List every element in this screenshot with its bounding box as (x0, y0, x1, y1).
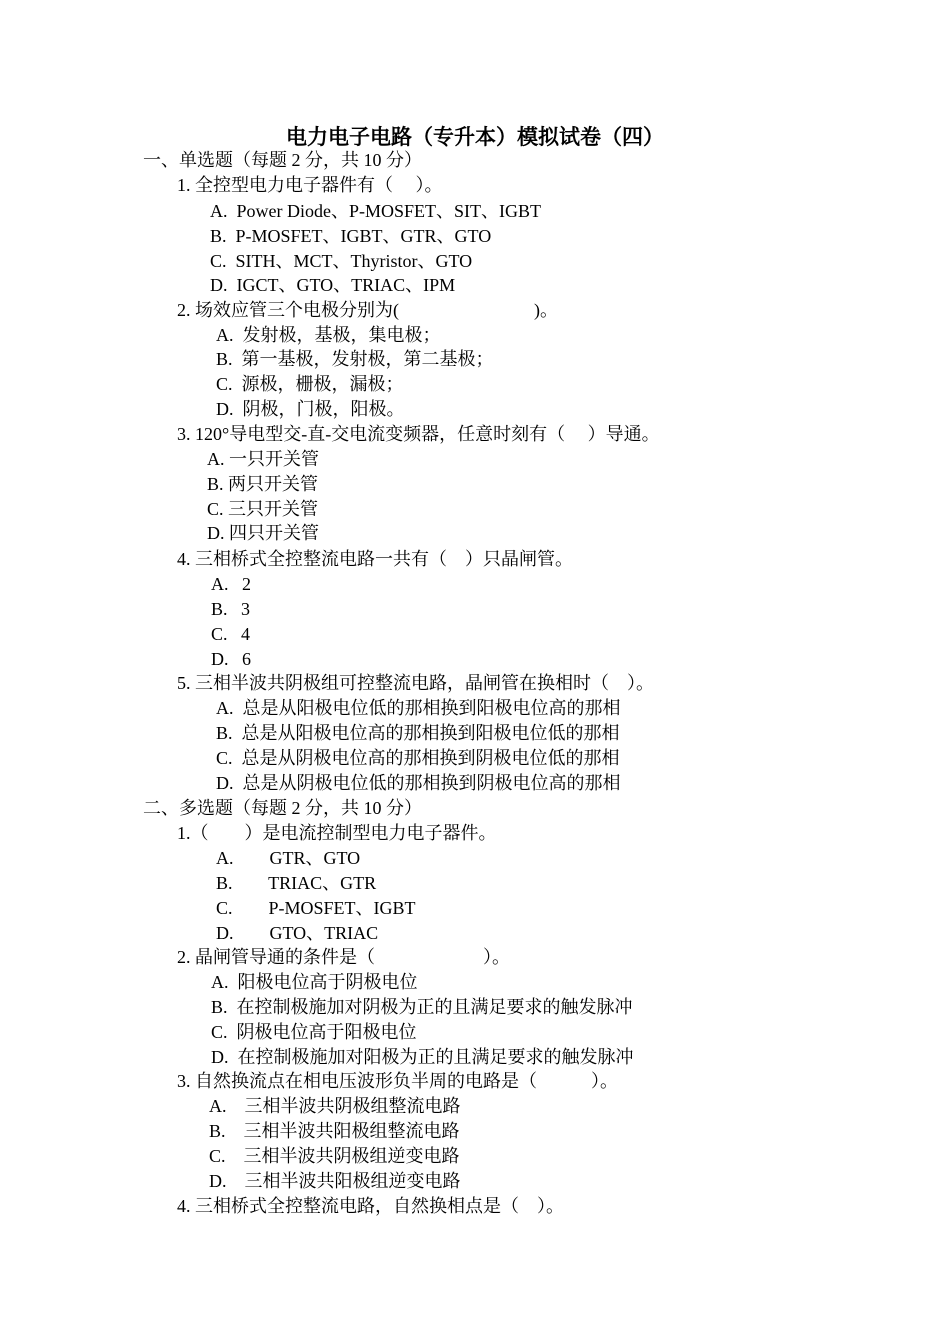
question-option: A. 一只开关管 (207, 449, 319, 469)
question-option: B. P-MOSFET、IGBT、GTR、GTO (210, 226, 492, 246)
question-option: C. P-MOSFET、IGBT (216, 898, 416, 918)
question-option: B. 第一基极，发射极，第二基极； (216, 349, 494, 369)
question-stem: 3. 120°导电型交-直-交电流变频器，任意时刻有（ ）导通。 (177, 424, 660, 444)
question-stem: 2. 晶闸管导通的条件是（ ）。 (177, 947, 510, 967)
question-option: B. 三相半波共阳极组整流电路 (209, 1121, 460, 1141)
question-option: B. 3 (211, 599, 251, 619)
question-option: D. 阴极，门极，阳极。 (216, 399, 405, 419)
question-option: C. 三只开关管 (207, 499, 319, 519)
question-option: B. 在控制极施加对阴极为正的且满足要求的触发脉冲 (211, 997, 633, 1017)
question-stem: 4. 三相桥式全控整流电路一共有（ ）只晶闸管。 (177, 549, 573, 569)
question-stem: 4. 三相桥式全控整流电路，自然换相点是（ ）。 (177, 1196, 564, 1216)
question-option: A. 2 (211, 574, 251, 594)
question-option: C. 三相半波共阴极组逆变电路 (209, 1146, 460, 1166)
question-stem: 5. 三相半波共阴极组可控整流电路，晶闸管在换相时（ ）。 (177, 673, 654, 693)
question-option: C. 总是从阴极电位高的那相换到阴极电位低的那相 (216, 748, 620, 768)
question-option: D. 在控制极施加对阳极为正的且满足要求的触发脉冲 (211, 1047, 634, 1067)
question-option: C. 阴极电位高于阳极电位 (211, 1022, 417, 1042)
question-stem: 1.（ ）是电流控制型电力电子器件。 (177, 823, 497, 843)
question-stem: 2. 场效应管三个电极分别为( )。 (177, 300, 558, 320)
section-heading-multiple-choice: 二、多选题（每题 2 分，共 10 分） (143, 798, 422, 818)
question-option: B. 两只开关管 (207, 474, 319, 494)
question-option: C. 4 (211, 624, 251, 644)
question-option: A. 阳极电位高于阴极电位 (211, 972, 418, 992)
question-stem: 1. 全控型电力电子器件有（ ）。 (177, 175, 443, 195)
question-option: A. 发射极，基极，集电极； (216, 325, 441, 345)
question-option: C. 源极，栅极，漏极； (216, 374, 404, 394)
question-option: B. 总是从阳极电位高的那相换到阳极电位低的那相 (216, 723, 620, 743)
question-option: D. 四只开关管 (207, 523, 319, 543)
question-option: D. 三相半波共阳极组逆变电路 (209, 1171, 461, 1191)
question-option: A. Power Diode、P-MOSFET、SIT、IGBT (210, 201, 541, 221)
question-option: D. 6 (211, 649, 251, 669)
question-option: A. 三相半波共阴极组整流电路 (209, 1096, 461, 1116)
question-option: C. SITH、MCT、Thyristor、GTO (210, 251, 473, 271)
question-option: D. IGCT、GTO、TRIAC、IPM (210, 275, 456, 295)
question-option: D. GTO、TRIAC (216, 923, 379, 943)
question-option: B. TRIAC、GTR (216, 873, 377, 893)
question-option: A. 总是从阳极电位低的那相换到阳极电位高的那相 (216, 698, 621, 718)
question-option: D. 总是从阴极电位低的那相换到阴极电位高的那相 (216, 773, 621, 793)
section-heading-single-choice: 一、单选题（每题 2 分，共 10 分） (143, 150, 422, 170)
question-stem: 3. 自然换流点在相电压波形负半周的电路是（ ）。 (177, 1071, 618, 1091)
page-title: 电力电子电路（专升本）模拟试卷（四） (286, 125, 664, 149)
question-option: A. GTR、GTO (216, 848, 361, 868)
